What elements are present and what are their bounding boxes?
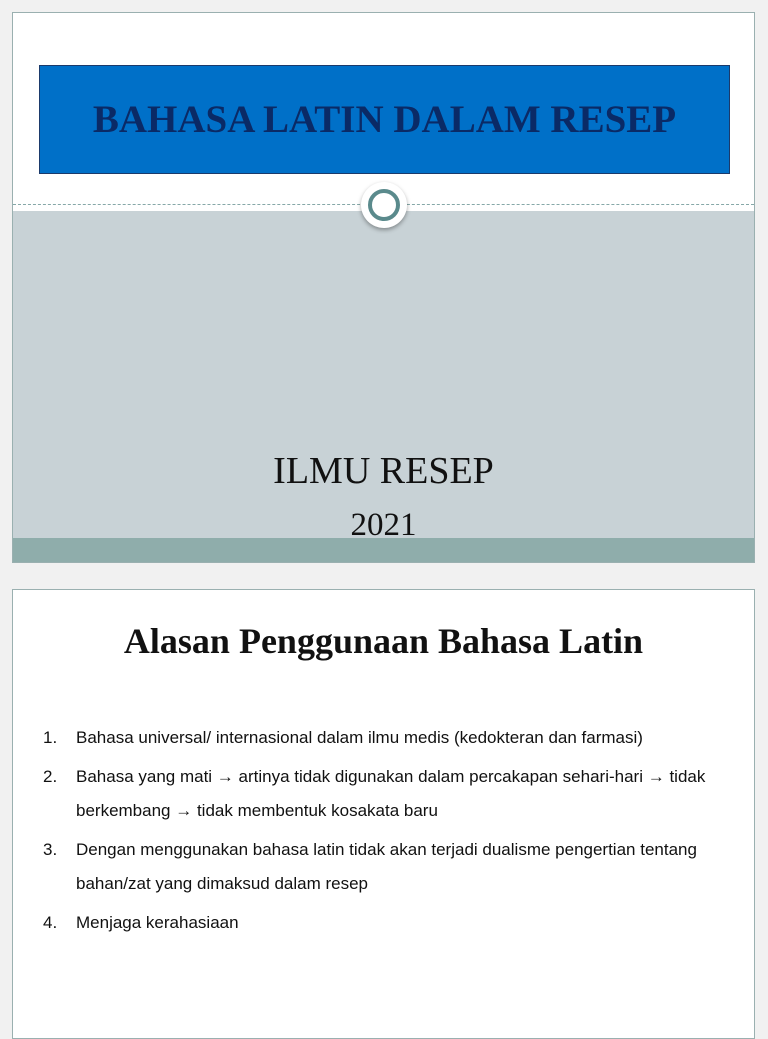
- ornament-ring: [368, 189, 400, 221]
- item-text: Bahasa universal/ internasional dalam ilmu medis (kedokteran dan farmasi): [76, 728, 643, 747]
- item-number: 1.: [43, 728, 58, 747]
- list-item: [43, 833, 733, 901]
- list-item: [43, 760, 733, 828]
- course-name: ILMU RESEP: [273, 450, 494, 492]
- title-slide: [12, 12, 755, 563]
- year-label: 2021: [350, 507, 417, 543]
- title-banner: [39, 65, 730, 174]
- item-number: 4.: [43, 913, 58, 932]
- item-text: Bahasa yang mati → artinya tidak digunakan dalam percakapan sehari-hari → tidak berkembang → tidak membentuk kosakata baru: [76, 767, 706, 820]
- content-slide: [12, 589, 755, 1039]
- circle-ornament-icon: [361, 182, 407, 228]
- list-item: [43, 906, 733, 940]
- item-text: Menjaga kerahasiaan: [76, 913, 239, 932]
- item-text: Dengan menggunakan bahasa latin tidak akan terjadi dualisme pengertian tentang bahan/zat yang dimaksud dalam resep: [76, 840, 697, 893]
- item-number: 3.: [43, 840, 58, 859]
- slide-heading: Alasan Penggunaan Bahasa Latin: [123, 621, 644, 661]
- list-item: [43, 721, 733, 755]
- reasons-list: [43, 721, 733, 945]
- item-number: 2.: [43, 767, 58, 786]
- slide-title: BAHASA LATIN DALAM RESEP: [92, 98, 677, 141]
